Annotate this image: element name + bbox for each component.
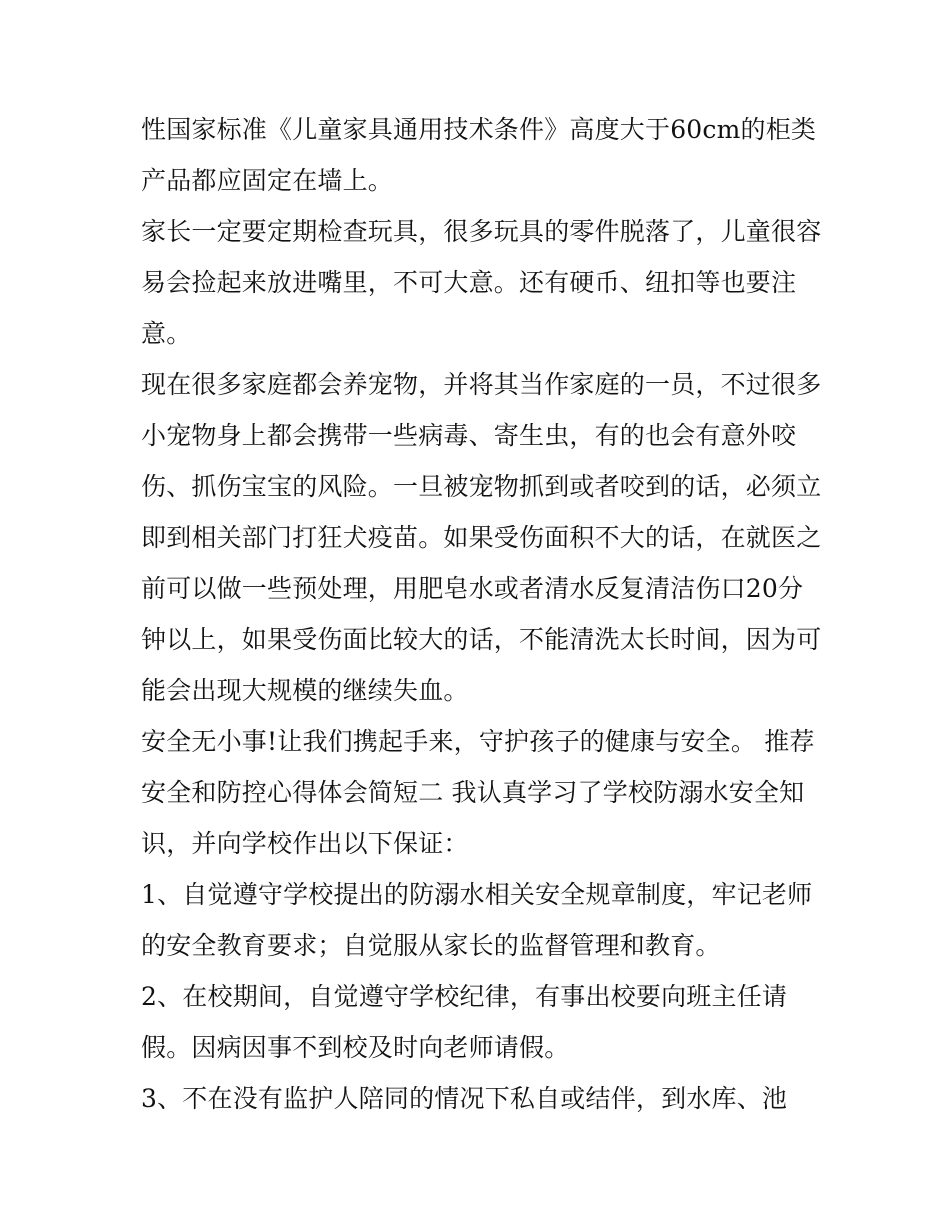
text-line: 产品都应固定在墙上。 — [141, 166, 394, 195]
document-body — [141, 104, 831, 1124]
text-line: 性国家标准《儿童家具通用技术条件》高度大于60cm的柜类 — [141, 115, 817, 144]
text-line: 意。 — [141, 319, 192, 348]
text-line: 安全无小事!让我们携起手来，守护孩子的健康与安全。 推荐 — [141, 727, 815, 756]
text-line: 易会捡起来放进嘴里，不可大意。还有硬币、纽扣等也要注 — [141, 268, 797, 297]
text-line: 前可以做一些预处理，用肥皂水或者清水反复清洁伤口20分 — [141, 574, 804, 603]
text-line: 识，并向学校作出以下保证： — [141, 829, 469, 858]
text-line: 即到相关部门打狂犬疫苗。如果受伤面积不大的话，在就医之 — [141, 523, 822, 552]
text-line: 1、自觉遵守学校提出的防溺水相关安全规章制度，牢记老师 — [141, 880, 813, 909]
text-line: 小宠物身上都会携带一些病毒、寄生虫，有的也会有意外咬 — [141, 421, 797, 450]
text-line: 安全和防控心得体会简短二 我认真学习了学校防溺水安全知 — [141, 778, 805, 807]
text-line: 钟以上，如果受伤面比较大的话，不能清洗太长时间，因为可 — [141, 625, 822, 654]
text-line: 现在很多家庭都会养宠物，并将其当作家庭的一员，不过很多 — [141, 370, 822, 399]
text-line: 2、在校期间，自觉遵守学校纪律，有事出校要向班主任请 — [141, 982, 788, 1011]
text-line: 家长一定要定期检查玩具，很多玩具的零件脱落了，儿童很容 — [141, 217, 822, 246]
text-line: 3、不在没有监护人陪同的情况下私自或结伴，到水库、池 — [141, 1084, 788, 1113]
text-line: 假。因病因事不到校及时向老师请假。 — [141, 1033, 570, 1062]
text-line: 伤、抓伤宝宝的风险。一旦被宠物抓到或者咬到的话，必须立 — [141, 472, 822, 501]
text-line: 能会出现大规模的继续失血。 — [141, 676, 469, 705]
text-line: 的安全教育要求；自觉服从家长的监督管理和教育。 — [141, 931, 721, 960]
